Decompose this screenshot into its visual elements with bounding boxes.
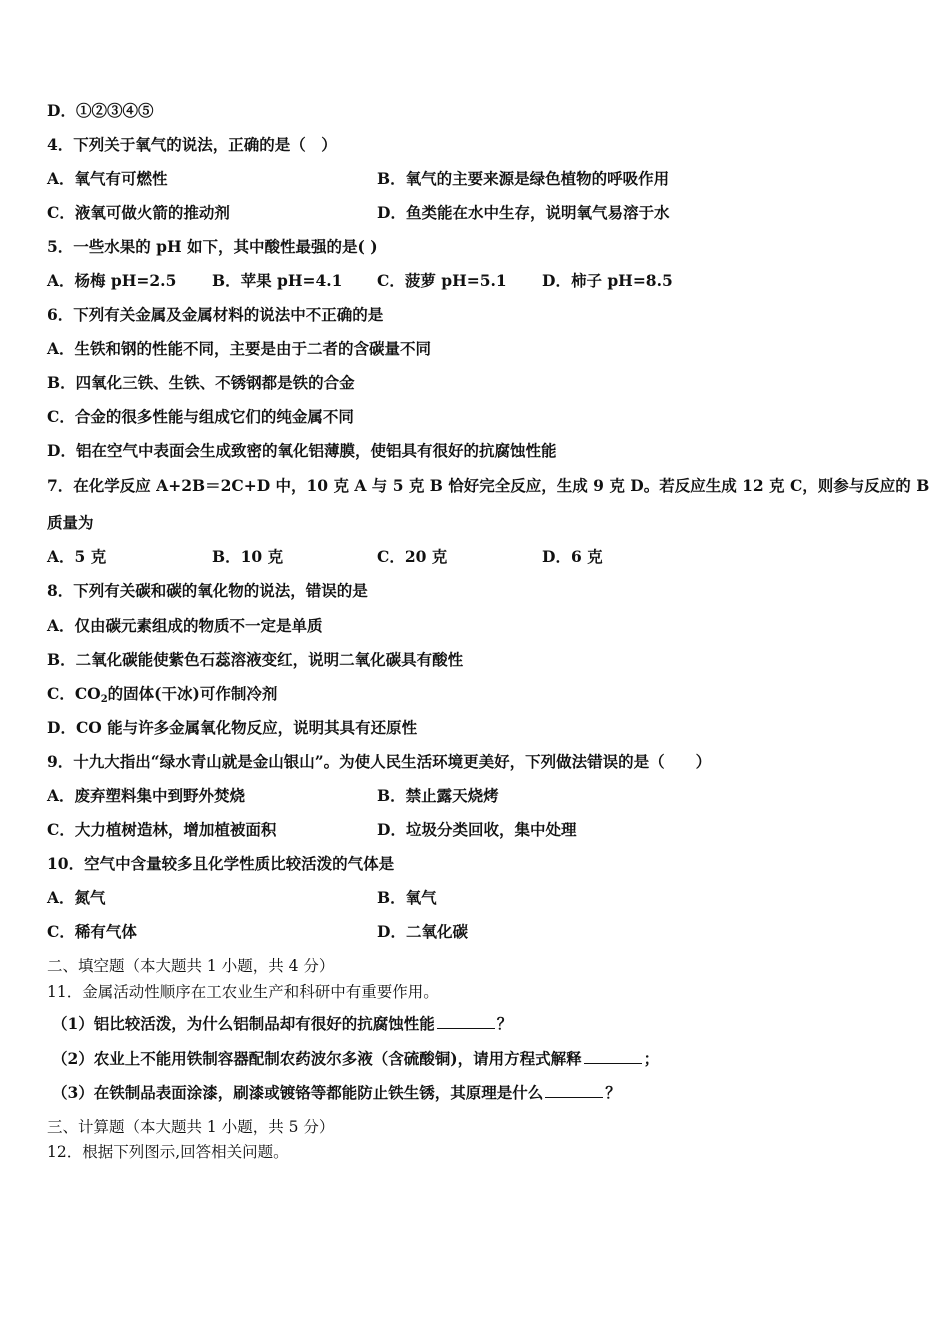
q8-option-a: A．仅由碳元素组成的物质不一定是单质 bbox=[47, 616, 323, 635]
q10-option-d: D．二氧化碳 bbox=[377, 922, 468, 941]
q11-part1-text: （1）铝比较活泼，为什么铝制品却有很好的抗腐蚀性能 bbox=[52, 1014, 435, 1033]
q8-option-c-subscript: 2 bbox=[100, 694, 108, 705]
q12-stem: 12．根据下列图示,回答相关问题。 bbox=[47, 1143, 289, 1161]
q8-stem: 8．下列有关碳和碳的氧化物的说法，错误的是 bbox=[47, 581, 368, 600]
q6-option-d: D．铝在空气中表面会生成致密的氧化铝薄膜，使铝具有很好的抗腐蚀性能 bbox=[47, 441, 557, 460]
q6-option-c: C．合金的很多性能与组成它们的纯金属不同 bbox=[47, 407, 354, 426]
q7-option-a: A．5 克 bbox=[47, 547, 107, 566]
q11-part2 bbox=[52, 1049, 659, 1069]
q11-part1-blank[interactable] bbox=[437, 1014, 495, 1029]
q10-options-row1 bbox=[47, 888, 910, 908]
q11-part2-end: ； bbox=[643, 1049, 660, 1068]
q5-option-d: D．柿子 pH=8.5 bbox=[542, 271, 673, 290]
q4-option-a: A．氧气有可燃性 bbox=[47, 169, 168, 188]
q11-part2-blank[interactable] bbox=[584, 1049, 642, 1064]
q11-part3-blank[interactable] bbox=[545, 1083, 603, 1098]
q8-option-b: B．二氧化碳能使紫色石蕊溶液变红，说明二氧化碳具有酸性 bbox=[47, 650, 464, 669]
q9-option-b: B．禁止露天烧烤 bbox=[377, 786, 499, 805]
section-2-title: 二、填空题（本大题共 1 小题，共 4 分） bbox=[47, 957, 335, 975]
q6-option-b: B．四氧化三铁、生铁、不锈钢都是铁的合金 bbox=[47, 373, 355, 392]
q5-stem: 5．一些水果的 pH 如下，其中酸性最强的是( ) bbox=[47, 237, 378, 256]
q7-option-d: D．6 克 bbox=[542, 547, 603, 566]
q11-part3 bbox=[52, 1083, 621, 1103]
q9-option-d: D．垃圾分类回收，集中处理 bbox=[377, 820, 577, 839]
q10-option-a: A．氮气 bbox=[47, 888, 106, 907]
q5-options-row bbox=[47, 271, 910, 291]
q5-option-b: B．苹果 pH=4.1 bbox=[212, 271, 343, 290]
q11-part3-end: ？ bbox=[605, 1083, 621, 1102]
q8-option-c bbox=[47, 684, 277, 704]
q4-options-row2 bbox=[47, 203, 910, 223]
section-3-title: 三、计算题（本大题共 1 小题，共 5 分） bbox=[47, 1118, 335, 1136]
q5-option-c: C．菠萝 pH=5.1 bbox=[377, 271, 507, 290]
q11-part1-end: ？ bbox=[496, 1014, 513, 1033]
q8-option-c-text: 的固体(干冰)可作制冷剂 bbox=[107, 684, 278, 703]
q10-options-row2 bbox=[47, 922, 910, 942]
q11-part1 bbox=[52, 1014, 512, 1034]
q9-option-a: A．废弃塑料集中到野外焚烧 bbox=[47, 786, 246, 805]
q5-option-a: A．杨梅 pH=2.5 bbox=[47, 271, 177, 290]
q4-stem: 4．下列关于氧气的说法，正确的是（ ） bbox=[47, 135, 337, 154]
q10-option-b: B．氧气 bbox=[377, 888, 437, 907]
q7-option-c: C．20 克 bbox=[377, 547, 448, 566]
q7-options-row bbox=[47, 547, 910, 567]
q8-option-c-prefix: C．CO bbox=[47, 684, 101, 703]
q3-option-d: D．①②③④⑤ bbox=[47, 101, 154, 120]
q10-option-c: C．稀有气体 bbox=[47, 922, 137, 941]
q9-stem: 9．十九大指出“绿水青山就是金山银山”。为使人民生活环境更美好，下列做法错误的是（ ） bbox=[47, 752, 712, 771]
q7-option-b: B．10 克 bbox=[212, 547, 284, 566]
q4-option-b: B．氧气的主要来源是绿色植物的呼吸作用 bbox=[377, 169, 670, 188]
q8-option-d: D．CO 能与许多金属氧化物反应，说明其具有还原性 bbox=[47, 718, 418, 737]
q7-stem-line1: 7．在化学反应 A+2B＝2C+D 中，10 克 A 与 5 克 B 恰好完全反应，生成 9 克 D。若反应生成 12 克 C，则参与反应的 B bbox=[47, 476, 930, 495]
q11-part3-text: （3）在铁制品表面涂漆，刷漆或镀铬等都能防止铁生锈，其原理是什么 bbox=[52, 1083, 544, 1102]
q7-stem-line2: 质量为 bbox=[47, 513, 94, 532]
q9-options-row2 bbox=[47, 820, 910, 840]
q9-options-row1 bbox=[47, 786, 910, 806]
q4-option-d: D．鱼类能在水中生存，说明氧气易溶于水 bbox=[377, 203, 670, 222]
q11-part2-text: （2）农业上不能用铁制容器配制农药波尔多液（含硫酸铜)，请用方程式解释 bbox=[52, 1049, 582, 1068]
q4-option-c: C．液氧可做火箭的推动剂 bbox=[47, 203, 230, 222]
q11-stem: 11．金属活动性顺序在工农业生产和科研中有重要作用。 bbox=[47, 983, 439, 1001]
q6-option-a: A．生铁和钢的性能不同，主要是由于二者的含碳量不同 bbox=[47, 339, 432, 358]
q10-stem: 10．空气中含量较多且化学性质比较活泼的气体是 bbox=[47, 854, 395, 873]
q9-option-c: C．大力植树造林，增加植被面积 bbox=[47, 820, 277, 839]
q4-options-row1 bbox=[47, 169, 910, 189]
q6-stem: 6．下列有关金属及金属材料的说法中不正确的是 bbox=[47, 305, 384, 324]
